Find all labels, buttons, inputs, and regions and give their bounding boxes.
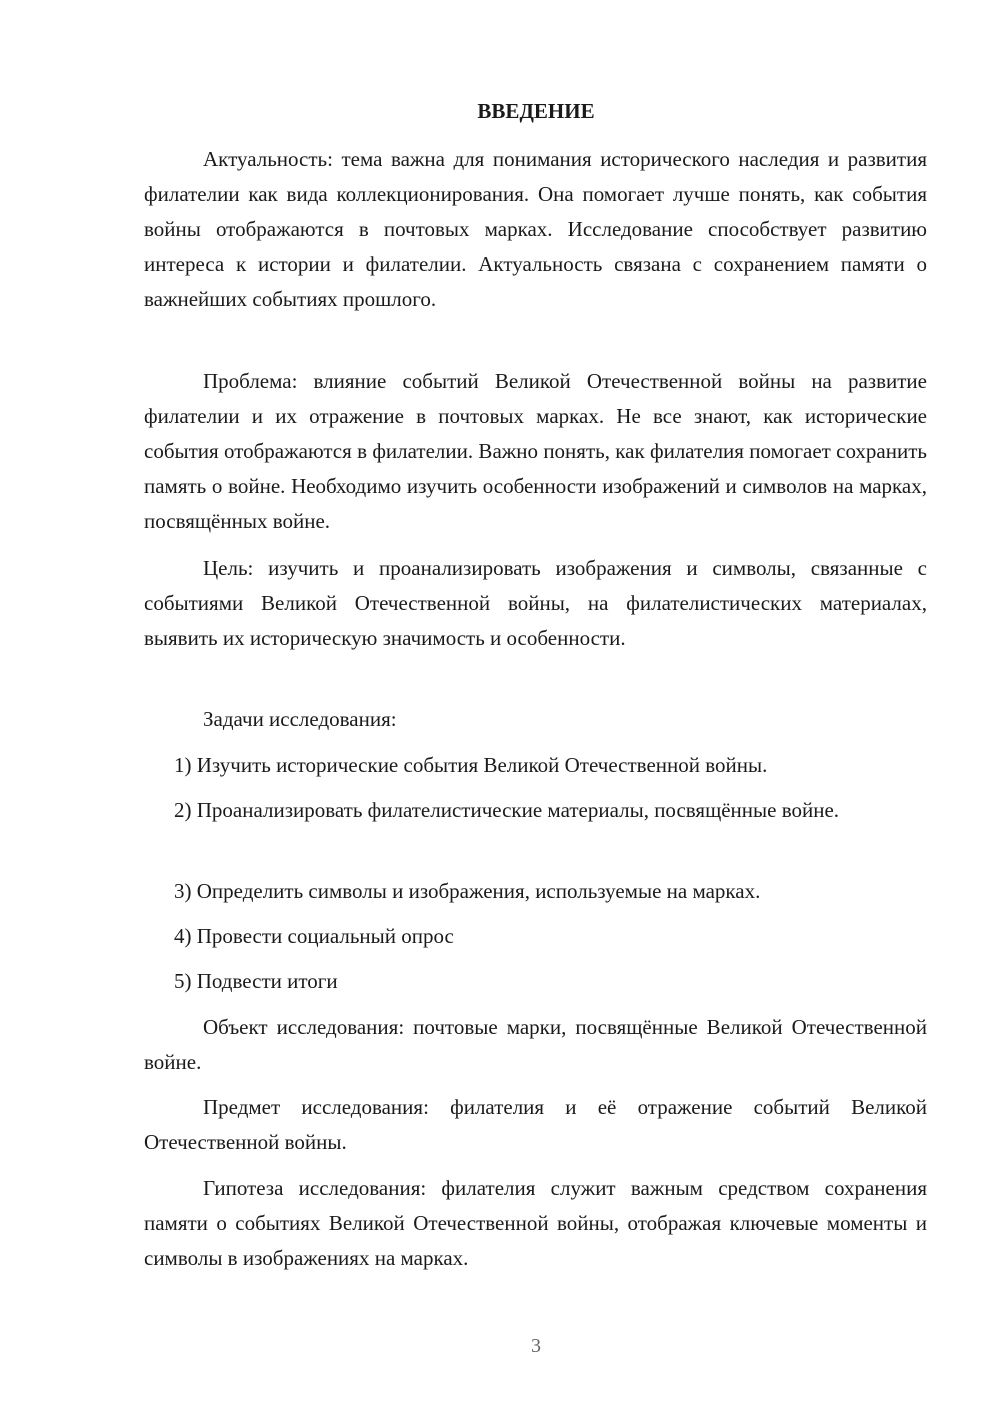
- paragraph-tasks-heading: Задачи исследования:: [203, 707, 397, 731]
- task-item-5: 5) Подвести итоги: [174, 969, 338, 993]
- section-title: ВВЕДЕНИЕ: [477, 99, 595, 123]
- page-number: 3: [531, 1335, 541, 1357]
- paragraph-problem: Проблема: влияние событий Великой Отечественной войны на развитие филателии и их отражение в почтовых марках. Не все знают, как исторические события отображаются в филателии. Важно понять, как филателия помогает сохранить память о войне. Необходимо изучить особенности изображений и символов на марках, посвящённых войне.: [144, 369, 927, 533]
- task-item-2: 2) Проанализировать филателистические материалы, посвящённые войне.: [174, 798, 840, 822]
- paragraph-relevance: Актуальность: тема важна для понимания исторического наследия и развития филателии как вида коллекционирования. Она помогает лучше понять, как события войны отображаются в почтовых марках. Исследование способствует развитию интереса к истории и филателии. Актуальность связана с сохранением памяти о важнейших событиях прошлого.: [144, 147, 927, 311]
- task-item-1: 1) Изучить исторические события Великой Отечественной войны.: [174, 753, 768, 777]
- paragraph-goal: Цель: изучить и проанализировать изображения и символы, связанные с событиями Великой Отечественной войны, на филателистических материалах, выявить их историческую значимость и особенности.: [144, 556, 927, 650]
- task-item-3: 3) Определить символы и изображения, используемые на марках.: [174, 879, 761, 903]
- paragraph-subject: Предмет исследования: филателия и её отражение событий Великой Отечественной войны.: [144, 1095, 927, 1154]
- paragraph-hypothesis: Гипотеза исследования: филателия служит важным средством сохранения памяти о событиях Великой Отечественной войны, отображая ключевые моменты и символы в изображениях на марках.: [144, 1176, 927, 1270]
- task-item-4: 4) Провести социальный опрос: [174, 924, 454, 948]
- paragraph-object: Объект исследования: почтовые марки, посвящённые Великой Отечественной войне.: [144, 1015, 927, 1074]
